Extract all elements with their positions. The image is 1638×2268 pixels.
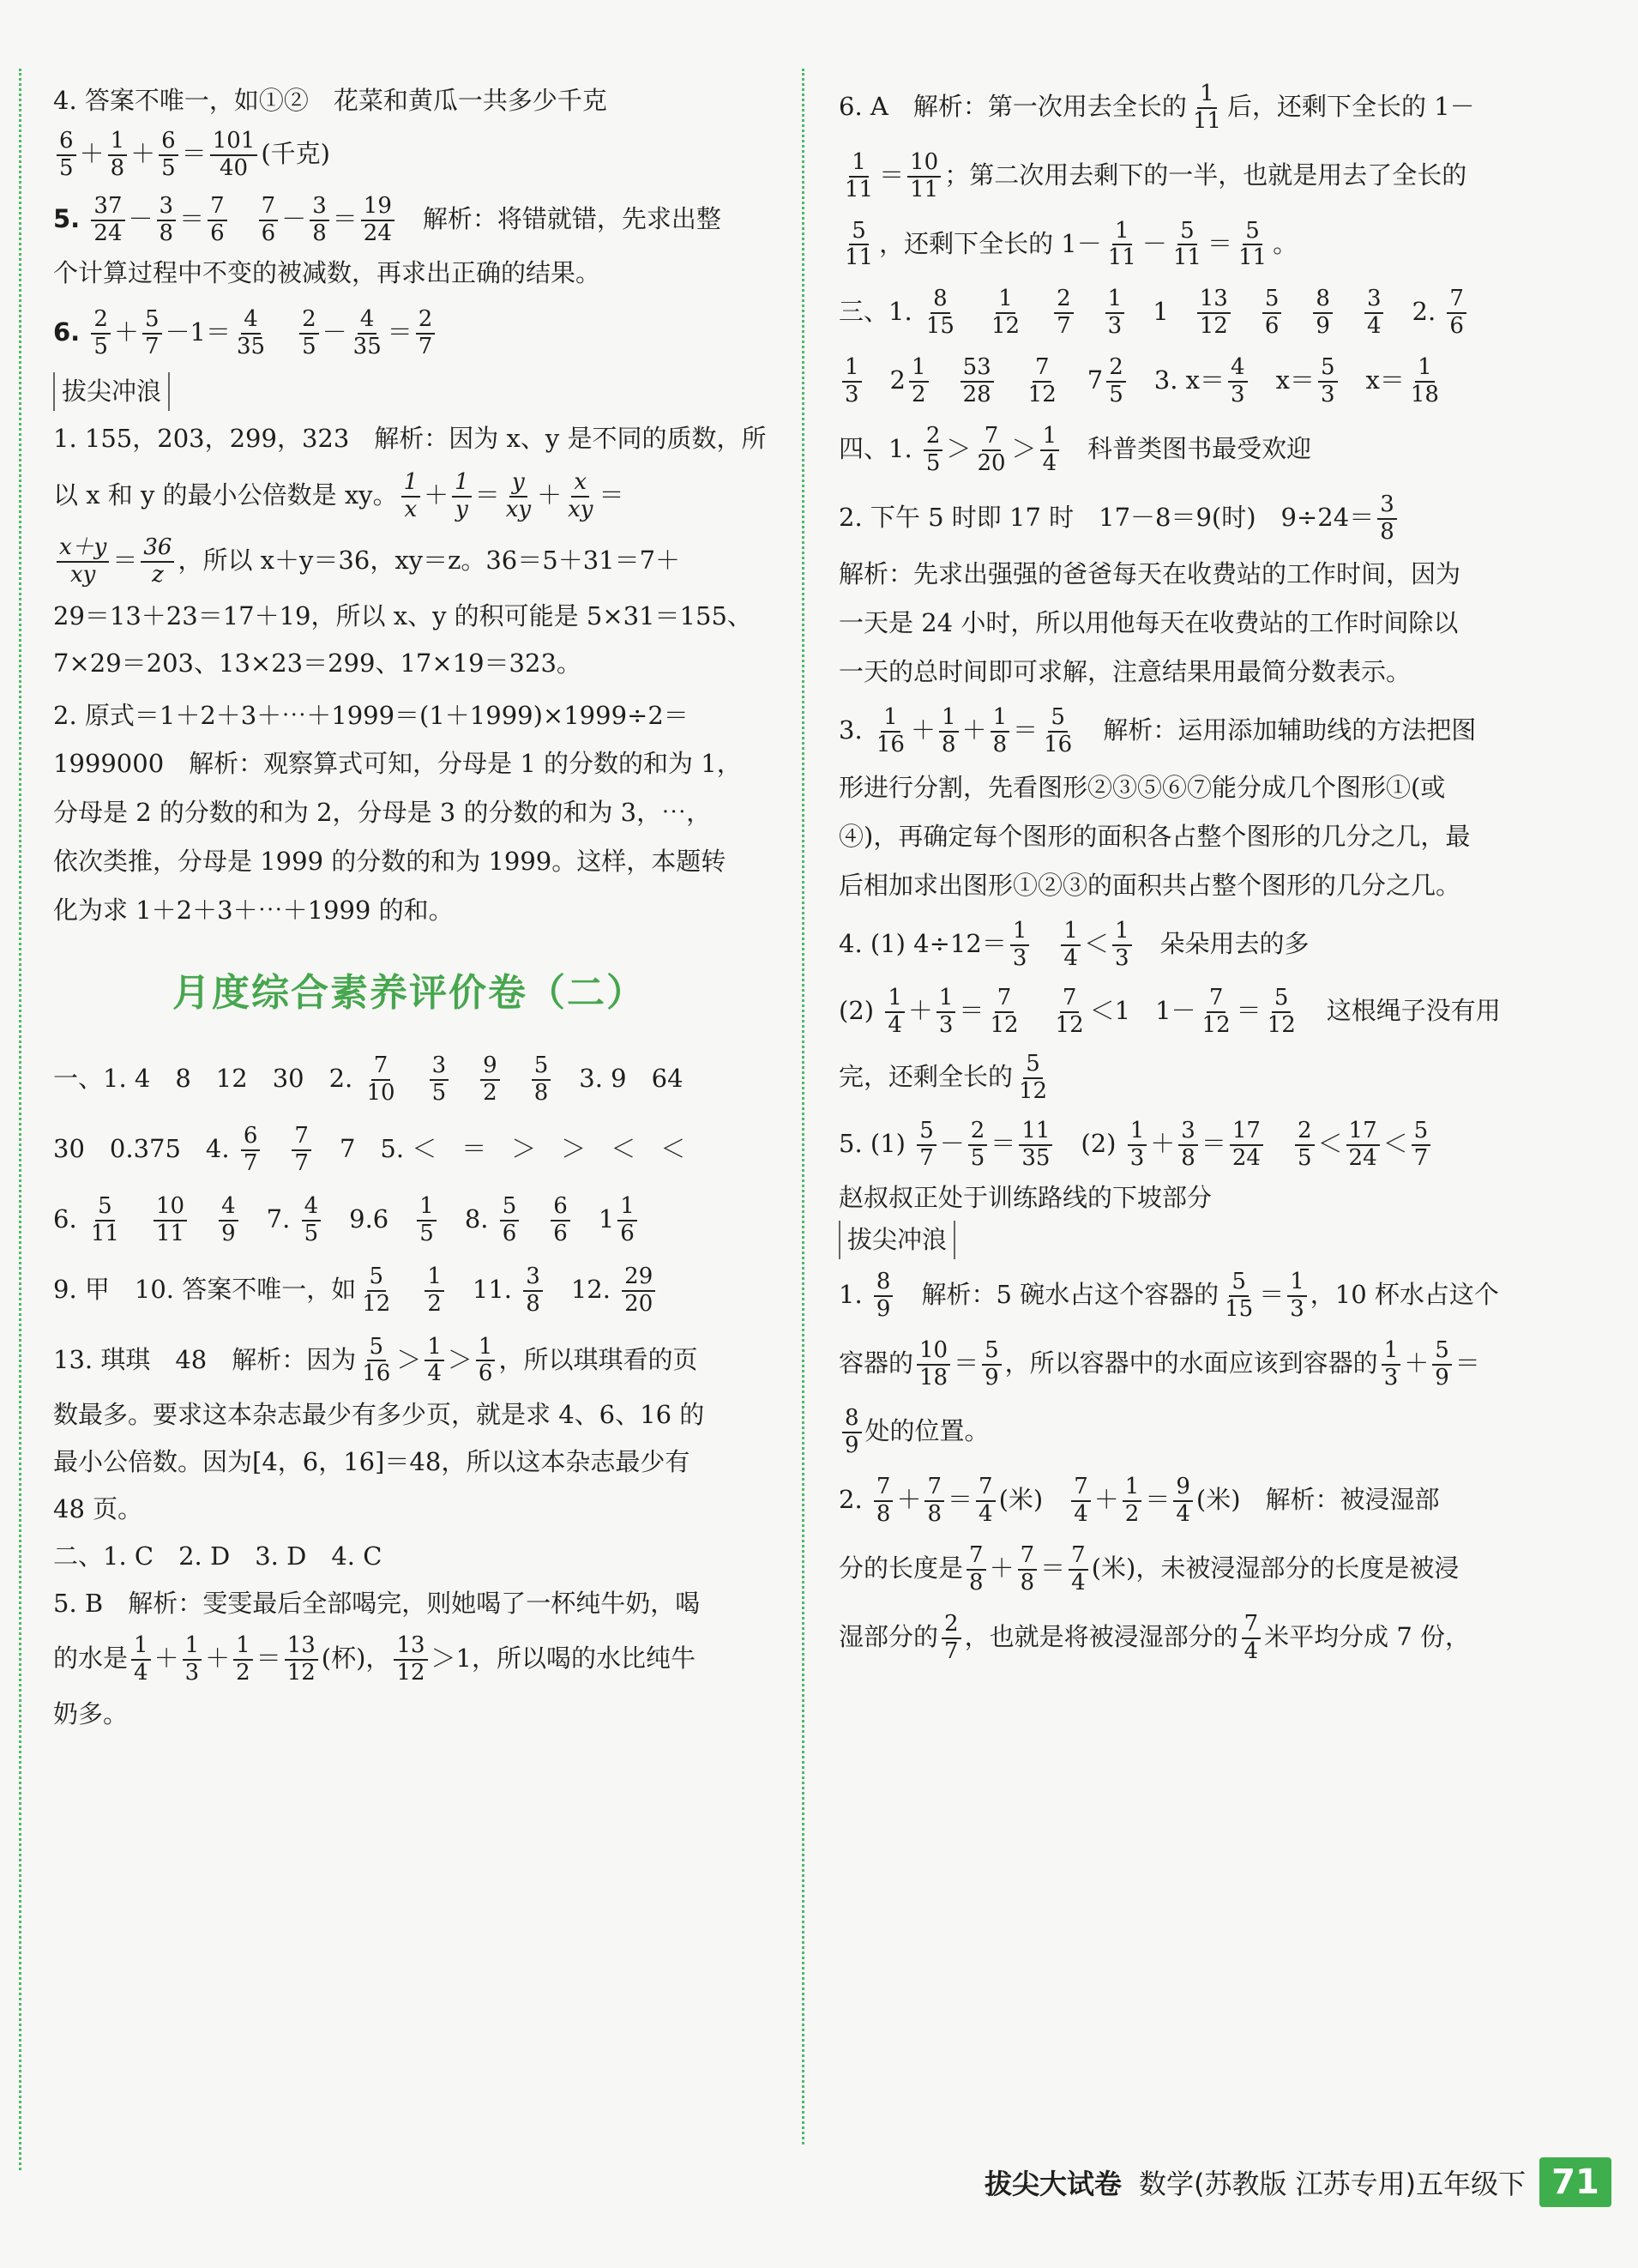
answer-line: 4. (1) 4÷12＝ $\frac{1}{3}$ $\frac{1}{4}$ ＜ $\frac{1}{3}$ 朵朵用去的多 (839, 917, 1310, 971)
answer-line: 7×29＝203、13×23＝299、17×19＝323。 (53, 648, 581, 678)
page-footer (985, 2157, 1611, 2207)
left-dotted-border (19, 69, 21, 2170)
answer-line: 一、1. 4 8 12 30 2. $\frac{7}{10}$ $\frac{3}{5}$ $\frac{9}{2}$ $\frac{5}{8}$ 3. 9 64 (53, 1053, 684, 1107)
answer-line: 的水是 $\frac{1}{4}$ ＋ $\frac{1}{3}$ ＋ $\frac{1}{2}$ ＝ $\frac{13}{12}$ (杯)， $\frac{13}{12}$ ＞1，所以喝的水比纯牛 (53, 1632, 696, 1686)
footer-brand: 拔尖大试卷 (985, 2168, 1123, 2200)
answer-line: 一天是 24 小时，所以用他每天在收费站的工作时间除以 (839, 608, 1459, 638)
answer-line: 29＝13＋23＝17＋19，所以 x、y 的积可能是 5×31＝155、 (53, 600, 752, 630)
answer-line: 三、1. $\frac{8}{15}$ $\frac{1}{12}$ $\frac{2}{7}$ $\frac{1}{3}$ 1 $\frac{13}{12}$ $\frac{5}{6}$ $\frac{8}{9}$ $\frac{3}{4}$ 2. $\frac{7}{6}$ (839, 287, 1551, 340)
answer-line: 数最多。要求这本杂志最少有多少页，就是求 4、6、16 的 (53, 1400, 705, 1430)
answer-line: 二、1. C 2. D 3. D 4. C (53, 1541, 382, 1571)
answer-line: $\frac{6}{5}$ ＋ $\frac{1}{8}$ ＋ $\frac{6}{5}$ ＝ $\frac{101}{40}$ (千克) (53, 129, 765, 182)
answer-line: 2. 下午 5 时即 17 时 17－8＝9(时) 9÷24＝ $\frac{3}{8}$ (839, 492, 1551, 546)
answer-line: 最小公倍数。因为[4，6，16]＝48，所以这本杂志最少有 (53, 1447, 690, 1477)
answer-line: 依次类推，分母是 1999 的分数的和为 1999。这样，本题转 (53, 847, 726, 877)
answer-line: $\frac{x+y}{xy}$ ＝ $\frac{36}{z}$ ，所以 x＋y＝36，xy＝z。36＝5＋31＝7＋ (53, 535, 765, 588)
answer-line: 1. $\frac{8}{9}$ 解析：5 碗水占这个容器的 $\frac{5}{15}$ ＝ $\frac{1}{3}$ ，10 杯水占这个 (839, 1268, 1499, 1322)
section-header: 拔尖冲浪 (839, 1221, 1551, 1259)
answer-line: $\frac{8}{9}$ 处的位置。 (839, 1406, 1551, 1459)
answer-line: 奶多。 (53, 1698, 129, 1728)
answer-line: 6. $\frac{5}{11}$ $\frac{10}{11}$ $\frac{4}{9}$ 7. $\frac{4}{5}$ 9.6 $\frac{1}{5}$ 8. $\frac{5}{6}$ $\frac{6}{6}$ 1 $\frac{1}{6}$ (53, 1194, 765, 1247)
answer-line: 四、1. $\frac{2}{5}$ ＞ $\frac{7}{20}$ ＞ $\frac{1}{4}$ 科普类图书最受欢迎 (839, 422, 1312, 476)
answer-line: 以 x 和 y 的最小公倍数是 xy。 $\frac{1}{x}$ ＋ $\frac{1}{y}$ ＝ $\frac{y}{xy}$ ＋ $\frac{x}{xy}$ ＝ (53, 469, 624, 522)
left-column (53, 81, 765, 1734)
answer-line: 个计算过程中不变的被减数，再求出正确的结果。 (53, 257, 601, 287)
right-column (839, 81, 1551, 1665)
answer-line: 化为求 1＋2＋3＋⋯＋1999 的和。 (53, 896, 454, 926)
answer-line: 解析：先求出强强的爸爸每天在收费站的工作时间，因为 (839, 559, 1461, 589)
answer-line: 2. 原式＝1＋2＋3＋⋯＋1999＝(1＋1999)×1999÷2＝ (53, 700, 689, 730)
answer-line: 2. $\frac{7}{8}$ ＋ $\frac{7}{8}$ ＝ $\frac{7}{4}$ (米) $\frac{7}{4}$ ＋ $\frac{1}{2}$ ＝ $\frac{9}{4}$ (米) 解析：被浸湿部 (839, 1474, 1440, 1528)
answer-line: 4. 答案不唯一，如①② 花菜和黄瓜一共多少千克 (53, 86, 607, 115)
answer-line: 赵叔叔正处于训练路线的下坡部分 (839, 1183, 1213, 1212)
answer-line: $\frac{5}{11}$ ，还剩下全长的 1－ $\frac{1}{11}$ － $\frac{5}{11}$ ＝ $\frac{5}{11}$ 。 (845, 217, 1298, 271)
answer-line: (2) $\frac{1}{4}$ ＋ $\frac{1}{3}$ ＝ $\frac{7}{12}$ $\frac{7}{12}$ ＜1 1－ $\frac{7}{12}$ ＝ $\frac{5}{12}$ 这根绳子没有用 (839, 984, 1501, 1038)
answer-line: 5. B 解析：雯雯最后全部喝完，则她喝了一杯纯牛奶，喝 (53, 1589, 701, 1619)
section-title: 月度综合素养评价卷（二） (172, 971, 646, 1016)
section-header: 拔尖冲浪 (53, 372, 765, 411)
answer-line: $\frac{1}{11}$ ＝ $\frac{10}{11}$ ；第二次用去剩下的一半，也就是用去了全长的 (845, 148, 1467, 202)
answer-line: $\frac{1}{3}$ 2 $\frac{1}{2}$ $\frac{53}{28}$ $\frac{7}{12}$ 7 $\frac{2}{5}$ 3. x＝ $\frac{4}{3}$ x＝ $\frac{5}{3}$ x＝ $\frac{1}{18}$ (839, 355, 1551, 408)
answer-line: 1999000 解析：观察算式可知，分母是 1 的分数的和为 1， (53, 749, 742, 779)
answer-line: 分的长度是 $\frac{7}{8}$ ＋ $\frac{7}{8}$ ＝ $\frac{7}{4}$ (米)，未被浸湿部分的长度是被浸 (839, 1542, 1460, 1595)
answer-line: 5. $\frac{37}{24}$ － $\frac{3}{8}$ ＝ $\frac{7}{6}$ $\frac{7}{6}$ － $\frac{3}{8}$ ＝ $\frac{19}{24}$ 解析：将错就错，先求出整 (53, 192, 721, 246)
answer-line: 一天的总时间即可求解，注意结果用最简分数表示。 (839, 657, 1412, 687)
answer-line: 5. (1) $\frac{5}{7}$ － $\frac{2}{5}$ ＝ $\frac{11}{35}$ (2) $\frac{1}{3}$ ＋ $\frac{3}{8}$ ＝ $\frac{17}{24}$ $\frac{2}{5}$ ＜ $\frac{17}{24}$ ＜ $\frac{5}{7}$ (839, 1119, 1551, 1172)
answer-line: 30 0.375 4. $\frac{6}{7}$ $\frac{7}{7}$ 7 5. ＜ ＝ ＞ ＞ ＜ ＜ (53, 1123, 686, 1177)
answer-line: 后相加求出图形①②③的面积共占整个图形的几分之几。 (839, 870, 1461, 900)
answer-line: ④)，再确定每个图形的面积各占整个图形的几分之几，最 (839, 822, 1471, 851)
answer-line: 6. A 解析：第一次用去全长的 $\frac{1}{11}$ 后，还剩下全长的 1－ (839, 81, 1475, 134)
answer-line: 13. 琪琪 48 解析：因为 $\frac{5}{16}$ ＞ $\frac{1}{4}$ ＞ $\frac{1}{6}$ ，所以琪琪看的页 (53, 1333, 698, 1387)
answer-line: 3. $\frac{1}{16}$ ＋ $\frac{1}{8}$ ＋ $\frac{1}{8}$ ＝ $\frac{5}{16}$ 解析：运用添加辅助线的方法把图 (839, 704, 1477, 758)
column-divider (802, 69, 804, 2144)
page-number: 71 (1539, 2157, 1611, 2207)
answer-line: 容器的 $\frac{10}{18}$ ＝ $\frac{5}{9}$ ，所以容器中的水面应该到容器的 $\frac{1}{3}$ ＋ $\frac{5}{9}$ ＝ (839, 1336, 1480, 1390)
answer-line: 湿部分的 $\frac{2}{7}$ ，也就是将被浸湿部分的 $\frac{7}{4}$ 米平均分成 7 份， (839, 1610, 1471, 1664)
answer-line: 9. 甲 10. 答案不唯一，如 $\frac{5}{12}$ $\frac{1}{2}$ 11. $\frac{3}{8}$ 12. $\frac{29}{20}$ (53, 1264, 765, 1318)
answer-line: 分母是 2 的分数的和为 2，分母是 3 的分数的和为 3，⋯， (53, 798, 712, 828)
footer-subject: 数学(苏教版 江苏专用)五年级下 (1139, 2168, 1527, 2200)
answer-line: 48 页。 (53, 1494, 143, 1524)
answer-line: 形进行分割，先看图形②③⑤⑥⑦能分成几个图形①(或 (839, 773, 1446, 803)
answer-line: 完，还剩全长的 $\frac{5}{12}$ (839, 1051, 1048, 1105)
answer-line: 6. $\frac{2}{5}$ ＋ $\frac{5}{7}$ －1＝ $\frac{4}{35}$ $\frac{2}{5}$ － $\frac{4}{35}$ ＝ $\frac{2}{7}$ (53, 307, 765, 360)
answer-line: 1. 155，203，299，323 解析：因为 x、y 是不同的质数，所 (53, 424, 767, 454)
